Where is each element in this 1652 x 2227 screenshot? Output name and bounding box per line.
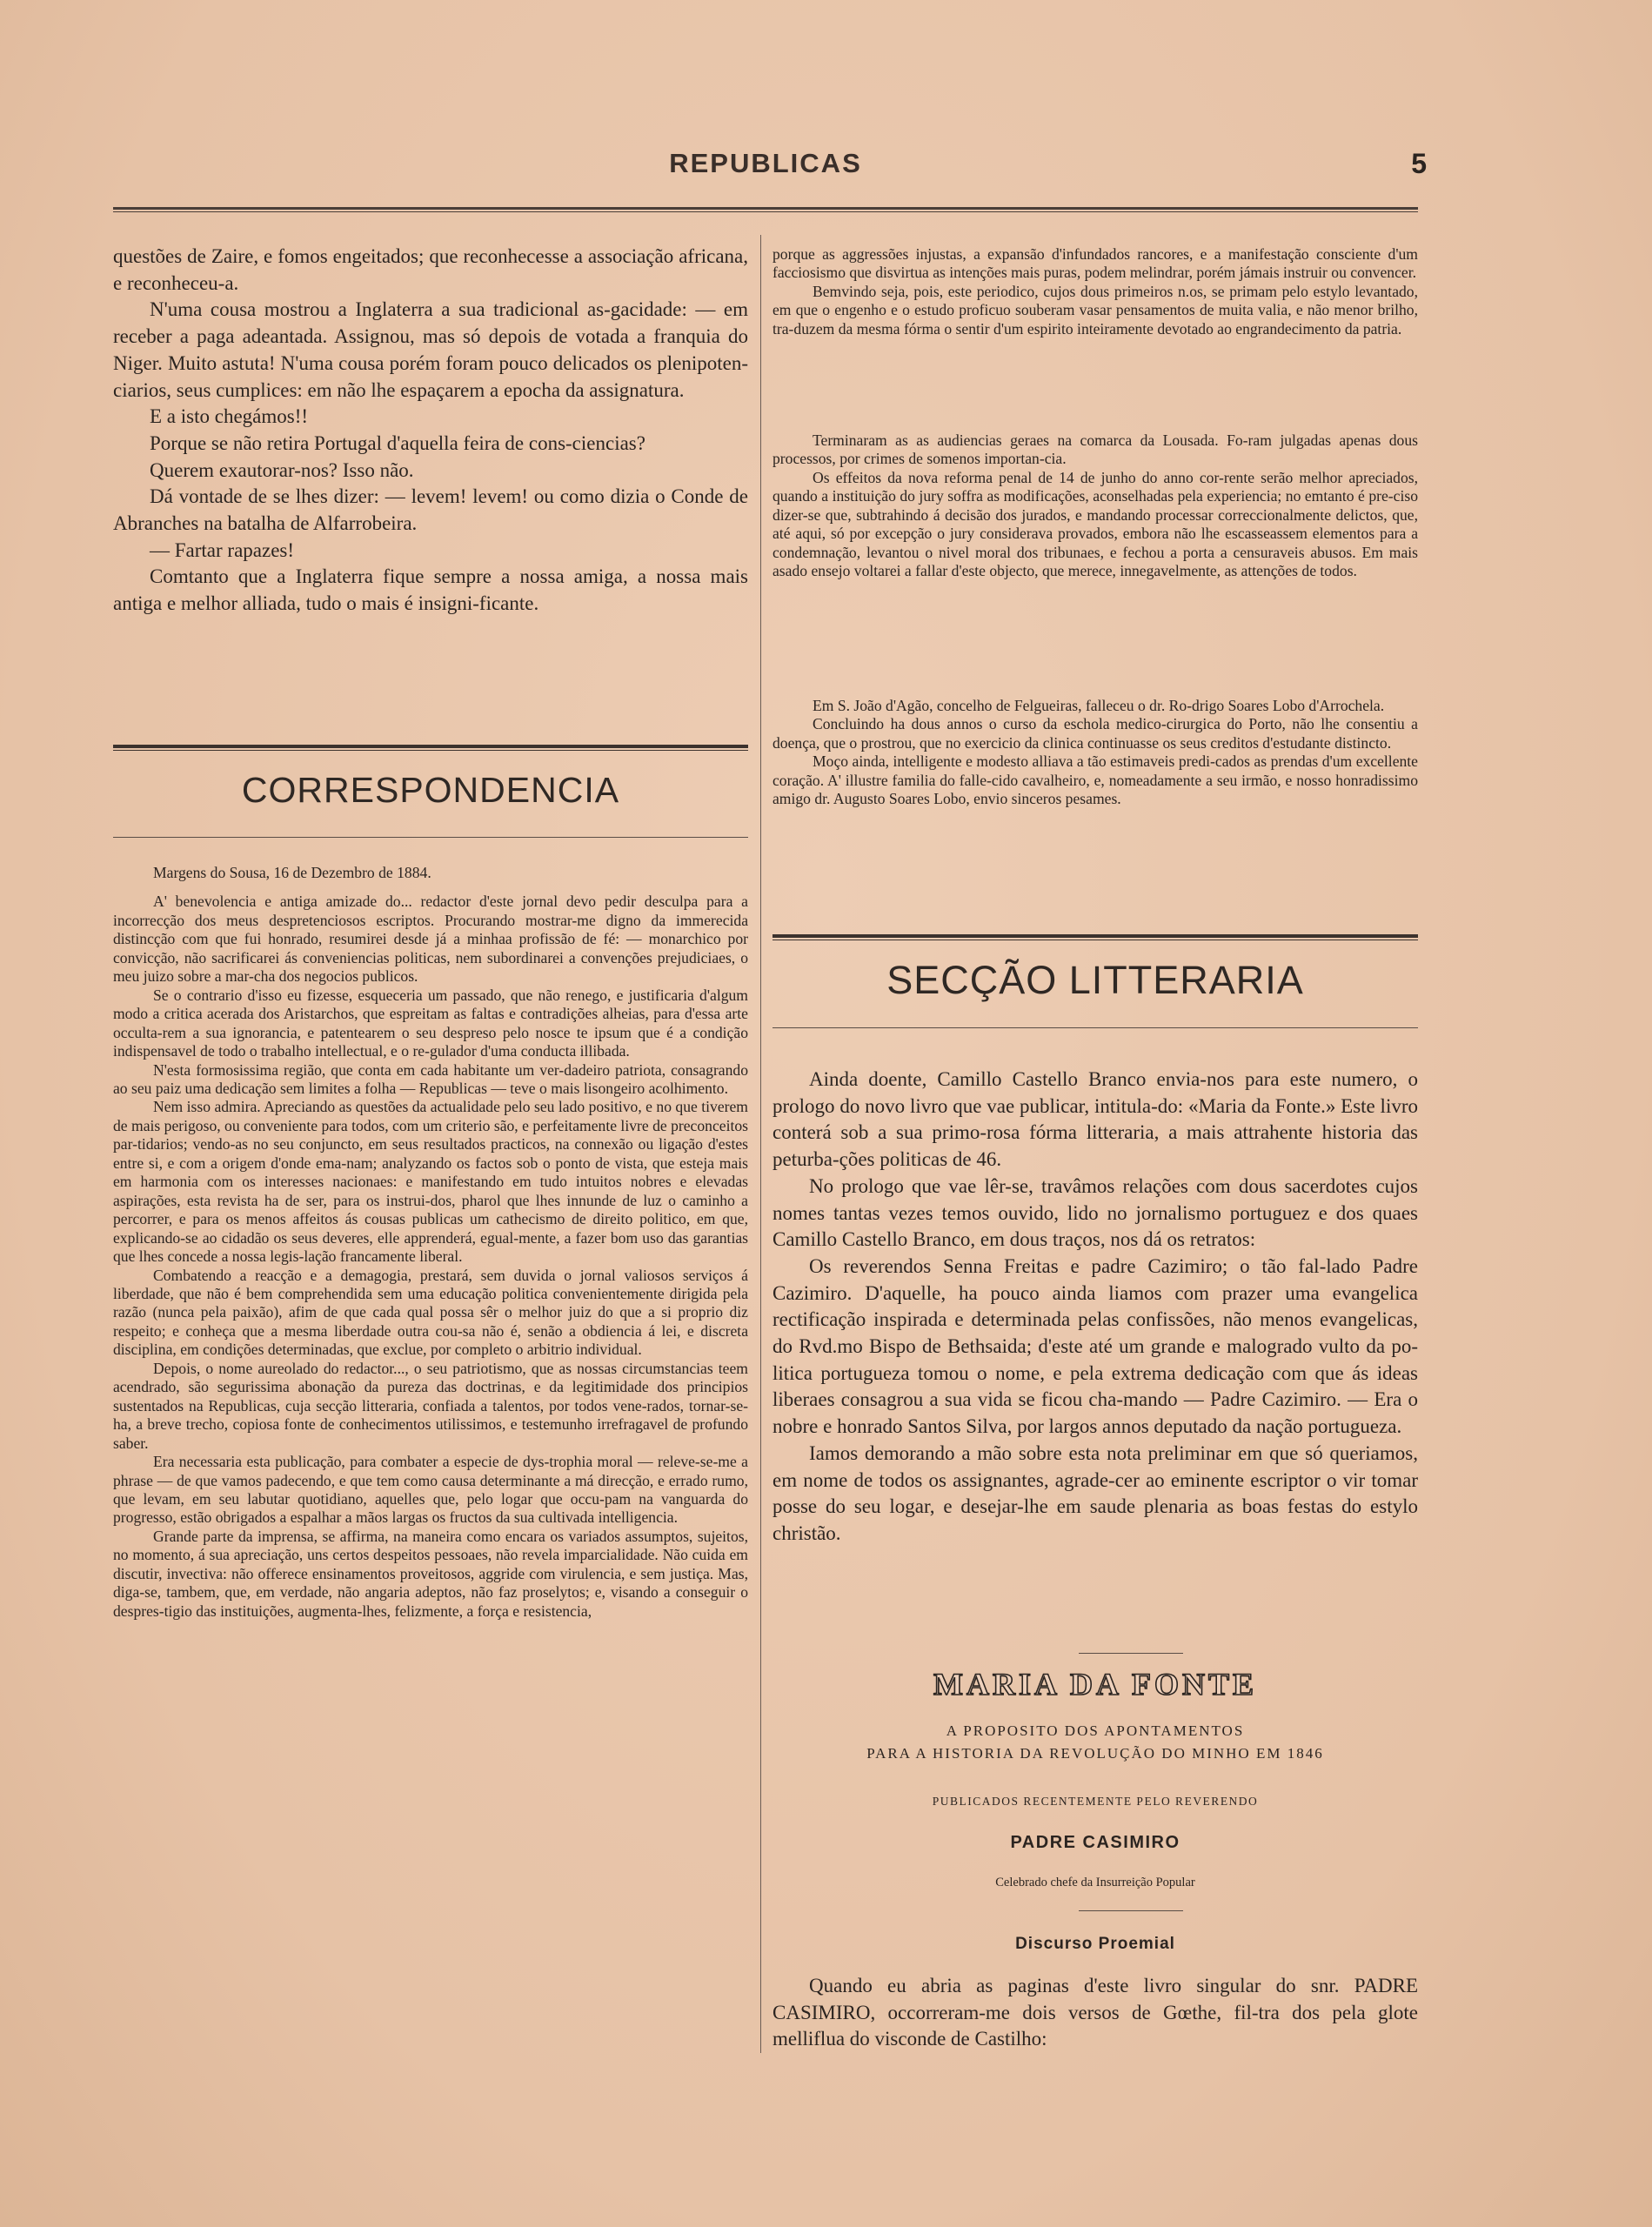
page-number: 5 <box>1411 148 1427 179</box>
dateline: Margens do Sousa, 16 de Dezembro de 1884. <box>153 864 431 881</box>
paragraph: Concluindo ha dous annos o curso da eschola medico-cirurgica do Porto, não lhe consentiu a doença, que o prostrou, que no exercicio da clinica continuasse os seus creditos d'estudante distincto. <box>772 715 1418 752</box>
paragraph: Era necessaria esta publicação, para combater a especie de dys-trophia moral — releve-se-me a phrase — de que vamos padecendo, e que tem como causa determinante a má direcção, e errado rumo, que levam, em seu labutar quotidiano, aquelles que, pelo logar que occu-pam na vanguarda do progresso, estão obrigados a espalhar a mãos largas os fructos da sua cultivada intelligencia. <box>113 1453 748 1527</box>
subtitle-line: PARA A HISTORIA DA REVOLUÇÃO DO MINHO EM 1846 <box>866 1745 1324 1762</box>
paragraph: Terminaram as as audiencias geraes na comarca da Lousada. Fo-ram julgadas apenas dous processos, por crimes de somenos importan-cia. <box>772 431 1418 468</box>
paragraph: E a isto chegámos!! <box>150 405 309 428</box>
paragraph: questões de Zaire, e fomos engeitados; que reconhecesse a associação africana, e reconheceu-a. <box>113 245 748 294</box>
correspondencia-title: CORRESPONDENCIA <box>241 770 620 810</box>
paragraph: Quando eu abria as paginas d'este livro singular do snr. PADRE CASIMIRO, occorreram-me dois versos de Gœthe, fil-tra dos pela glote melliflua do visconde de Castilho: <box>772 1975 1418 2050</box>
news-lousada <box>772 431 1418 581</box>
discurso-opening <box>772 1973 1418 2053</box>
short-rule <box>1079 1653 1183 1654</box>
paragraph: Combatendo a reacção e a demagogia, prestará, sem duvida o jornal valiosos serviços á liberdade, que não é bem comprehendida sem uma educação politica convenientemente dirigida pela razão (nunca pela paixão), afim de que cada qual possa sêr o melhor juiz do que a si proprio diz respeito; e conheça que a mesma liberdade outra cou-sa não é, senão a obdiencia á lei, e discreta disciplina, em condições determinadas, que exclue, por completo o arbitrio individual. <box>113 1266 748 1359</box>
paragraph: Querem exautorar-nos? Isso não. <box>150 458 414 481</box>
column-divider <box>760 235 761 2053</box>
title-rule <box>113 837 748 838</box>
paragraph: No prologo que vae lêr-se, travâmos relações com dous sacerdotes cujos nomes tantas vezes temos ouvido, lido no jornalismo portuguez e dos quaes Camillo Castello Branco, em dous traços, nos dá os retratos: <box>772 1174 1418 1251</box>
paragraph: Ainda doente, Camillo Castello Branco envia-nos para este numero, o prologo do novo livro que vae publicar, intitula-do: «Maria da Fonte.» Este livro conterá sob a sua primo-rosa fórma litteraria, a mais attrahente historia das peturba-ções politicas de 46. <box>772 1068 1418 1171</box>
left-continuation <box>113 244 748 618</box>
paragraph: Dá vontade de se lhes dizer: — levem! levem! ou como dizia o Conde de Abranches na batalha de Alfarrobeira. <box>113 485 748 535</box>
paragraph: Porque se não retira Portugal d'aquella feira de cons-ciencias? <box>150 431 645 454</box>
short-rule <box>1079 1910 1183 1911</box>
published-by: PUBLICADOS RECENTEMENTE PELO REVERENDO <box>932 1795 1259 1808</box>
header-rule <box>113 207 1418 212</box>
masthead-title: REPUBLICAS <box>669 148 862 178</box>
paragraph: Em S. João d'Agão, concelho de Felgueiras, falleceu o dr. Ro-drigo Soares Lobo d'Arrochela. <box>813 697 1385 714</box>
paragraph: N'esta formosissima região, que conta em cada habitante um ver-dadeiro patriota, consagrando ao seu paiz uma dedicação sem limites a folha — Republicas — teve o mais lisongeiro acolhimento. <box>113 1060 748 1097</box>
paragraph: Grande parte da imprensa, se affirma, na maneira como encara os variados assumptos, sujeitos, no momento, á sua apreciação, uns certos despeitos pessoaes, não revela imparcialidade. Não cuida em discutir, invectiva: não offerece ensinamentos proveitosos, aggride com virulencia, e sem justiça. Mas, diga-se, tambem, que, em verdade, não angaria adeptos, não faz proselytos; e, visando a conseguir o despres-tigio das instituições, augmenta-lhes, felizmente, a força e resistencia, <box>113 1527 748 1620</box>
paragraph: porque as aggressões injustas, a expansão d'infundados rancores, e a manifestação consciente d'um facciosismo que disvirtua as intenções mais puras, podem melindrar, porém jámais instruir ou convencer. <box>772 245 1418 282</box>
author-name: PADRE CASIMIRO <box>1010 1833 1180 1852</box>
news-obituary <box>772 697 1418 809</box>
title-rule <box>772 1027 1418 1028</box>
section-separator <box>772 934 1418 940</box>
seccao-title: SECÇÃO LITTERARIA <box>886 958 1304 1002</box>
maria-da-fonte-title: MARIA DA FONTE <box>933 1667 1258 1702</box>
page-header <box>113 148 1427 183</box>
paragraph: — Fartar rapazes! <box>150 538 295 561</box>
paragraph: Nem isso admira. Apreciando as questões da actualidade pelo seu lado positivo, e no que tiverem de mais perigoso, ou conveniente para todos, com um criterio são, e perfeitamente livre de preconceitos par-tidarios; vendo-as no seu conjuncto, em seus resultados practicos, na connexão ou ligação d'estes entre si, e com a origem d'onde ema-nam; analyzando os factos sob o ponto de vista, que esteja mais em harmonia com os interesses nacionaes: e manifestando em tudo intuitos nobres e elevadas aspirações, esta revista ha de ser, para os instrui-dos, pharol que lhes innunde de luz o caminho a percorrer, e para os menos affeitos ás cousas publicas um cathecismo de direito politico, em que, explicando-se ao cidadão os seus deveres, elle apprenderá, egual-mente, a fazer bom uso das garantias que lhes concede a nossa legis-lação francamente liberal. <box>113 1098 748 1266</box>
discurso-heading: Discurso Proemial <box>1015 1935 1175 1953</box>
paragraph: Moço ainda, intelligente e modesto alliava a tão estimaveis predi-cados as prendas d'um excellente coração. A' illustre familia do falle-cido cavalheiro, e, nomeadamente a seu irmão, e nosso honradissimo amigo dr. Augusto Soares Lobo, envio sinceros pesames. <box>772 752 1418 808</box>
right-continuation <box>772 245 1418 338</box>
paragraph: Se o contrario d'isso eu fizesse, esqueceria um passado, que não renego, e justificaria d'algum modo a critica acerada dos Aristarchos, que espreitam as faltas e contradições alheias, para d'essa arte occulta-rem a sua ignorancia, e patentearem o seu despreso pelo nosce te ipsum que é a condição indispensavel de todo o trabalho intellectual, e o re-gulador d'uma conducta illibada. <box>113 986 748 1060</box>
paragraph: Os reverendos Senna Freitas e padre Cazimiro; o tão fal-lado Padre Cazimiro. D'aquelle, ha pouco ainda liamos com prazer uma evangelica rectificação inspirada e determinada pelas confissões, não menos evangelicas, do Rvd.mo Bispo de Bethsaida; d'este até um grande e malogrado vulto da po-litica portugueza tomou o nome, e pela extrema dedicação com que ás ideas liberaes consagrou a sua vida se ficou cha-mando — Padre Cazimiro. — Era o nobre e honrado Santos Silva, por largos annos deputado da nação portugueza. <box>772 1254 1418 1438</box>
paragraph: A' benevolencia e antiga amizade do... redactor d'este jornal devo pedir desculpa para a incorrecção dos meus despretenciosos escriptos. Procurando mostrar-me digno da immerecida distincção com que fui honrado, resumirei desde já a minhaa profissão de fé: — monarchico por convicção, não sacrificarei ás conveniencias politicas, nem subordinarei a convenções prejudiciaes, o meu juizo sobre a mar-cha dos negocios publicos. <box>113 893 748 986</box>
paragraph: Bemvindo seja, pois, este periodico, cujos dous primeiros n.os, se primam pelo estylo levantado, em que o engenho e o estudo proficuo souberam vasar pensamentos de muita valia, e não menor brilho, tra-duzem da mesma fórma o sentir d'um espirito inteiramente devotado ao engrandecimento da patria. <box>772 282 1418 338</box>
paragraph: Iamos demorando a mão sobre esta nota preliminar em que só queriamos, em nome de todos os assignantes, agrade-cer ao eminente escriptor o vir tomar posse do seu logar, e desejar-lhe em saude plenaria as boas festas do estylo christão. <box>772 1441 1418 1544</box>
author-epithet: Celebrado chefe da Insurreição Popular <box>995 1876 1195 1889</box>
subtitle-line: A PROPOSITO DOS APONTAMENTOS <box>946 1722 1245 1739</box>
correspondencia-body <box>113 864 748 1621</box>
paragraph: Depois, o nome aureolado do redactor..., o seu patriotismo, que as nossas circumstancias teem acendrado, são segurissima abonação da pureza das doctrinas, e da legitimidade dos principios sustentados na Republicas, cuja secção litteraria, confiada a talentos, por todos vene-rados, tornar-se-ha, a breve trecho, copiosa fonte de conhecimentos utilissimos, e testemunho irrefragavel de profundo saber. <box>113 1359 748 1452</box>
seccao-body <box>772 1067 1418 1548</box>
paragraph: N'uma cousa mostrou a Inglaterra a sua tradicional as-gacidade: — em receber a paga adeantada. Assignou, mas só depois de votada a franquia do Niger. Muito astuta! N'uma cousa porém foram pouco delicados os plenipoten-ciarios, seus cumplices: em não lhe espaçarem a epocha da assignatura. <box>113 298 748 401</box>
paragraph: Os effeitos da nova reforma penal de 14 de junho do anno cor-rente serão melhor apreciados, quando a instituição do jury soffra as modificações, aconselhadas pela experiencia; no emtanto é pre-ciso dizer-se que, subtrahindo á decisão dos jurados, e mandando processar correccionalmente delictos, que, até aqui, só por excepção o jury considerava provados, embora não lhe escasseassem elementos para a condemnação, levantou o nivel moral dos tribunaes, e fechou a porta a censuraveis abusos. Em mais asado ensejo voltarei a fallar d'este objecto, que merece, innegavelmente, as attenções de todos. <box>772 468 1418 580</box>
paragraph: Comtanto que a Inglaterra fique sempre a nossa amiga, a nossa mais antiga e melhor alliada, tudo o mais é insigni-ficante. <box>113 565 748 615</box>
section-separator <box>113 745 748 751</box>
